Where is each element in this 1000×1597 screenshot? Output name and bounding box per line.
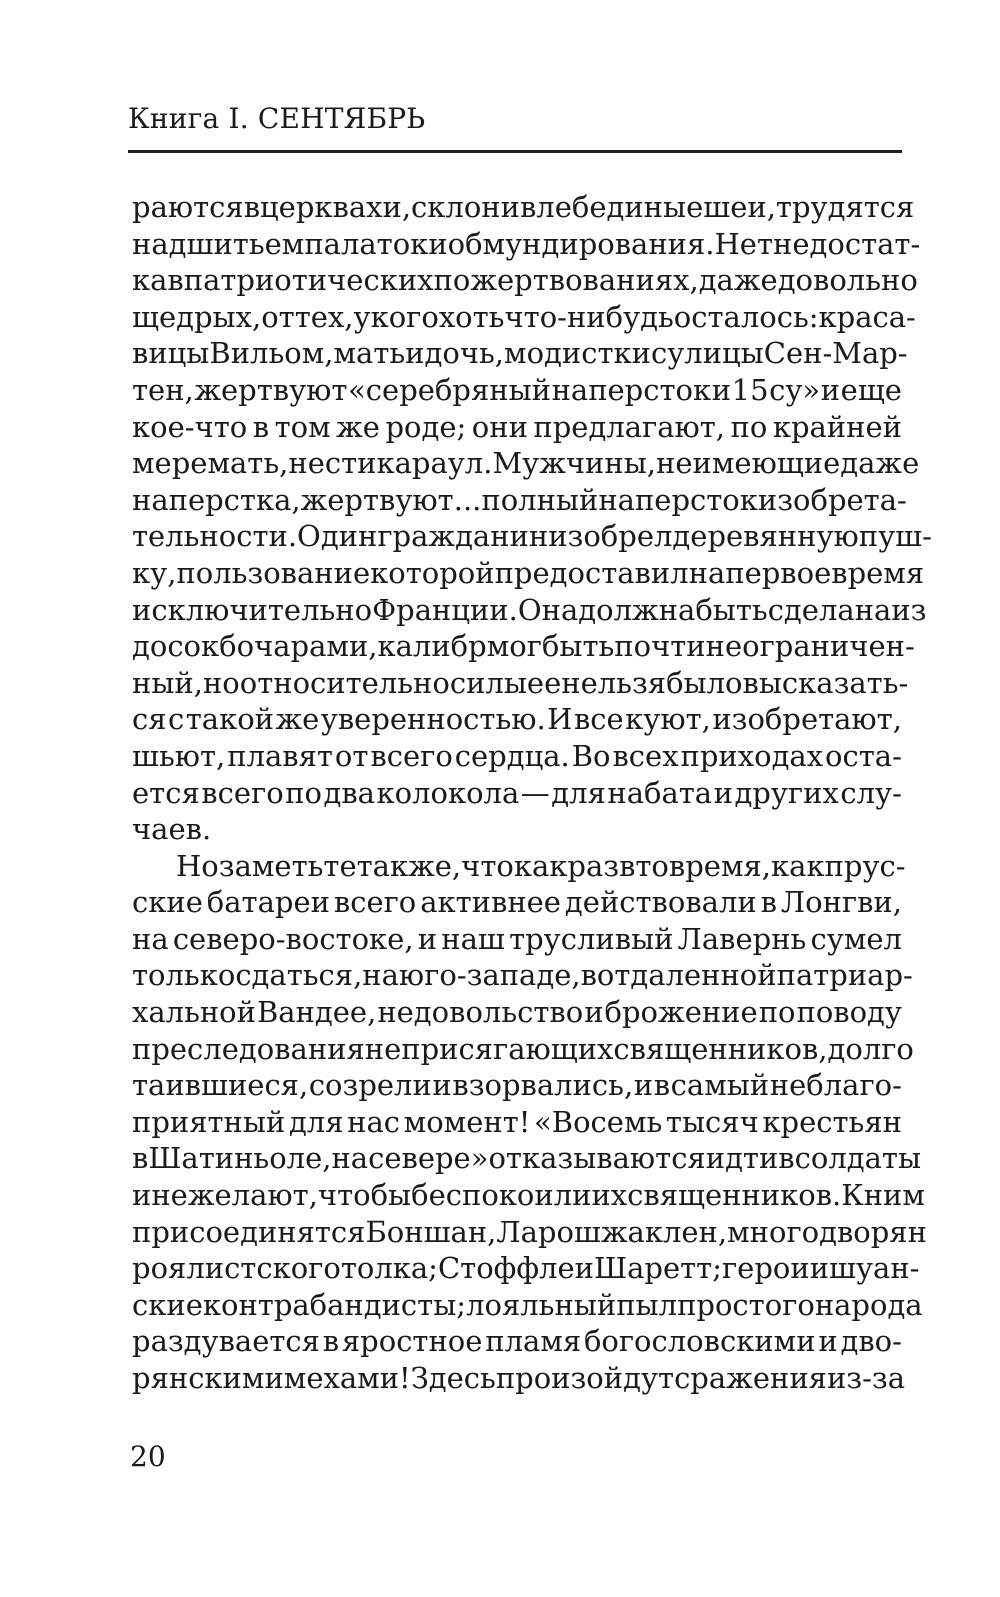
text-line: наперстка, жертвуют... полный наперсток изобрета-	[132, 482, 907, 517]
text-line: на северо-востоке, и наш трусливый Лавернь сумел	[132, 921, 902, 956]
text-line: над шитьем палаток и обмундирования. Нет недостат-	[132, 226, 921, 261]
text-line: кое-что в том же роде; они предлагают, по крайней	[132, 409, 902, 444]
text-line: Но заметьте также, что как раз в то время, как прус-	[176, 848, 906, 883]
text-line: ку, пользование которой предоставил на первое время	[132, 555, 925, 590]
text-line: роялистского толка; Стоффле и Шаретт; герои и шуан-	[132, 1251, 920, 1286]
text-line: ские батареи всего активнее действовали в Лонгви,	[132, 885, 902, 920]
header-rule	[128, 150, 902, 153]
text-line: досок бочарами, калибр мог быть почти неограничен-	[132, 629, 915, 664]
text-line: таившиеся, созрели и взорвались, и в самый неблаго-	[132, 1068, 902, 1103]
text-line: шьют, плавят от всего сердца. Во всех приходах оста-	[132, 738, 902, 773]
text-line: ный, но относительно силы ее нельзя было высказать-	[132, 665, 909, 700]
text-line: ские контрабандисты; лояльный пыл простого народа	[132, 1287, 923, 1322]
running-head: Книга I. СЕНТЯБРЬ	[128, 102, 426, 135]
text-line: щедрых, от тех, у кого хоть что-нибудь осталось: краса-	[132, 299, 916, 334]
text-line: хальной Вандее, недовольство и брожение по поводу	[132, 995, 902, 1030]
text-line: тельности. Один гражданин изобрел деревянную пуш-	[132, 519, 932, 554]
text-line: присоединятся Боншан, Ларошжаклен, много дворян	[132, 1214, 927, 1249]
text-line: вицы Вильом, мать и дочь, модистки с улицы Сен-Мар-	[132, 336, 908, 371]
text-line: раздувается в яростное пламя богословскими и дво-	[132, 1324, 902, 1359]
text-line: исключительно Франции. Она должна быть сделана из	[132, 592, 927, 627]
page-number: 20	[130, 1440, 166, 1473]
text-line: только сдаться, на юго-западе, в отдаленной патриар-	[132, 958, 913, 993]
text-line: тен, жертвуют «серебряный наперсток и 15 су» и еще	[132, 372, 902, 407]
text-line: чаев.	[132, 812, 212, 847]
text-line: рянскими мехами! Здесь произойдут сражения из-за	[132, 1361, 906, 1395]
body-text	[132, 189, 932, 1397]
text-line: ка в патриотических пожертвованиях, даже довольно	[132, 263, 918, 298]
text-line: приятный для нас момент! «Восемь тысяч крестьян	[132, 1104, 902, 1139]
text-line: в Шатиньоле, на севере» отказываются идти в солдаты	[132, 1141, 922, 1176]
text-line: ется всего по два колокола — для набата и других слу-	[132, 775, 902, 810]
text-line: и не желают, чтобы беспокоили их священников. К ним	[132, 1178, 925, 1213]
text-line: преследования неприсягающих священников, долго	[132, 1031, 914, 1066]
text-line: раются в церквах и, склонив лебединые шеи, трудятся	[132, 190, 915, 224]
text-line: ся с такой же уверенностью. И все куют, изобретают,	[132, 702, 902, 737]
text-line: мере мать, нести караул. Мужчины, не имеющие даже	[132, 446, 920, 481]
